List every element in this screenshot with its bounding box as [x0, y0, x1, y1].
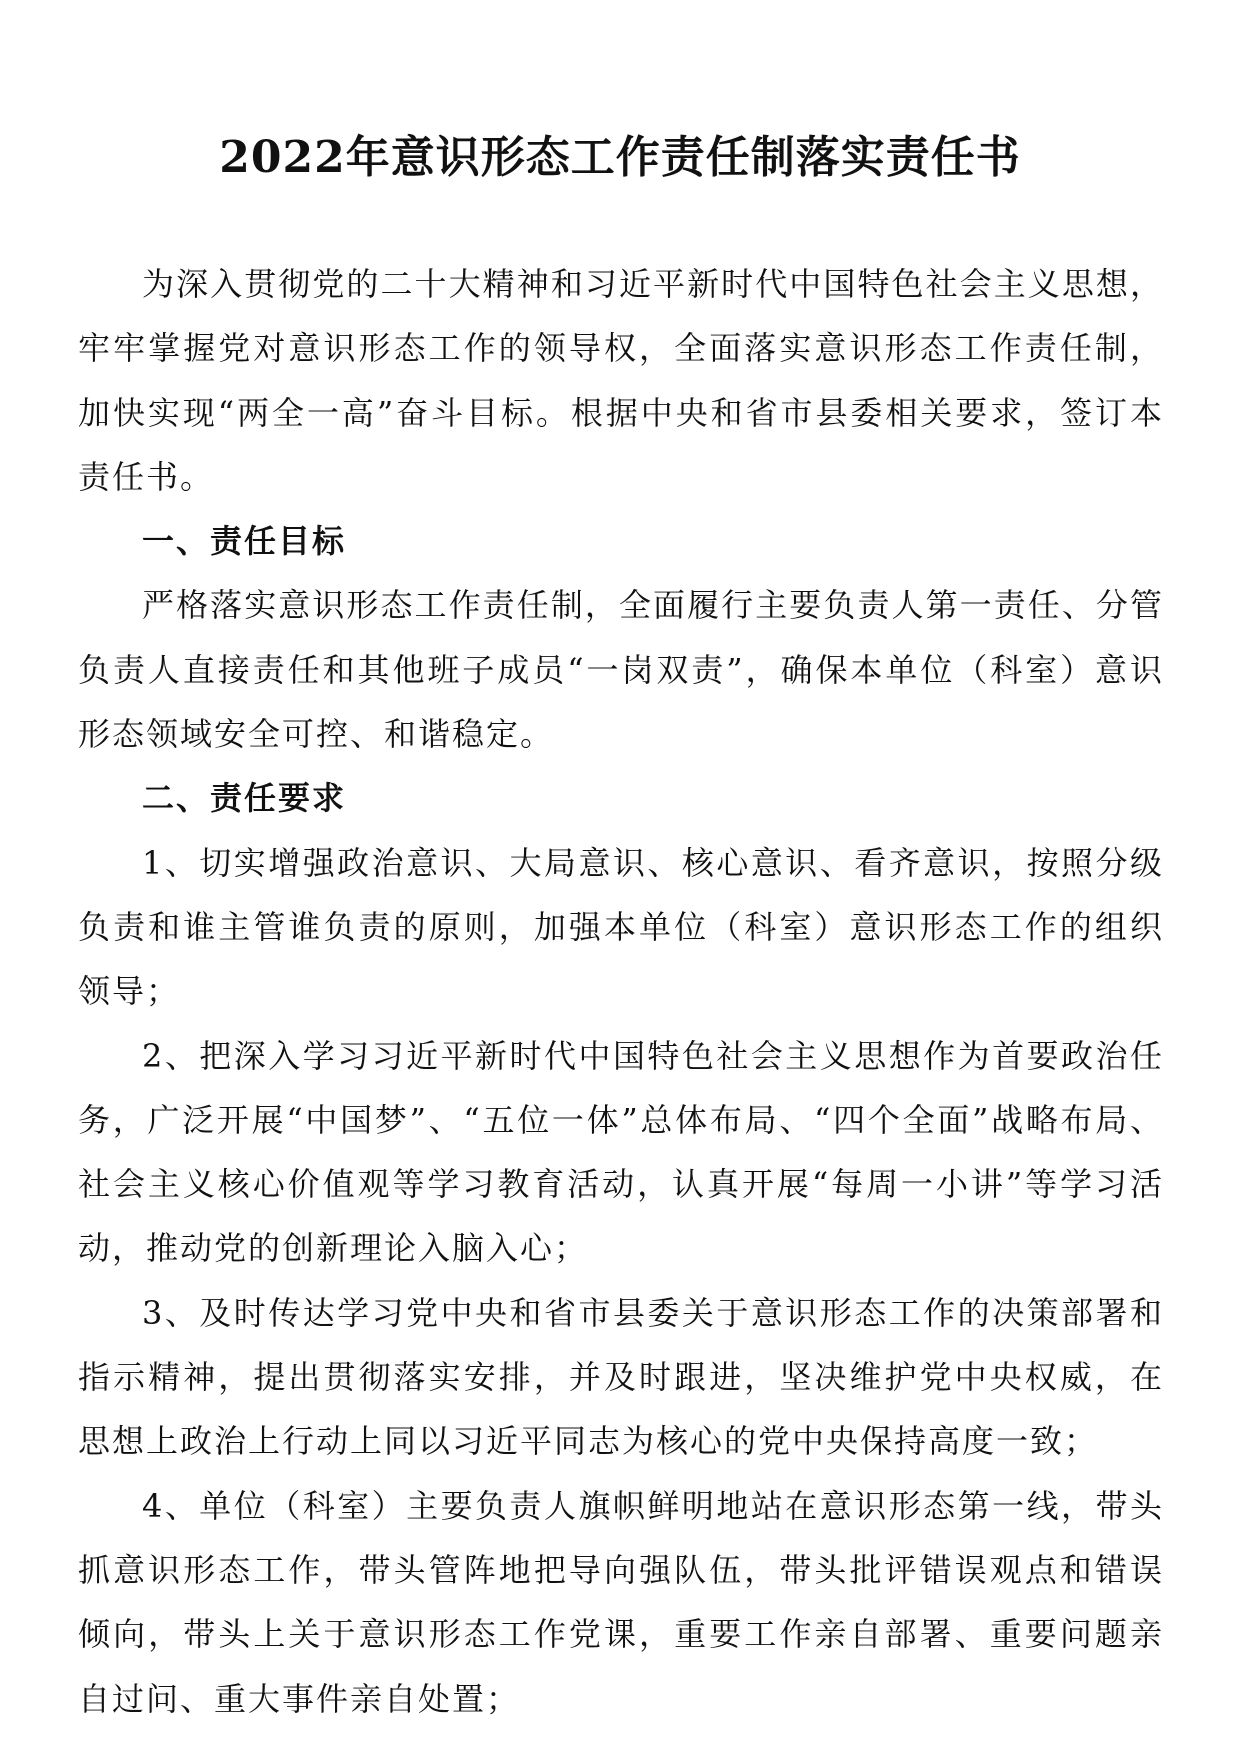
document-body [78, 252, 1164, 1731]
section-heading-goals: 一、责任目标 [142, 522, 347, 561]
requirement-item-1: 1、切实增强政治意识、大局意识、核心意识、看齐意识，按照分级负责和谁主管谁负责的原则，加强本单位（科室）意识形态工作的组织领导； [78, 843, 1164, 1011]
intro-paragraph: 为深入贯彻党的二十大精神和习近平新时代中国特色社会主义思想，牢牢掌握党对意识形态工作的领导权，全面落实意识形态工作责任制，加快实现“两全一高”奋斗目标。根据中央和省市县委相关要求，签订本责任书。 [78, 265, 1164, 496]
requirement-item-4: 4、单位（科室）主要负责人旗帜鲜明地站在意识形态第一线，带头抓意识形态工作，带头管阵地把导向强队伍，带头批评错误观点和错误倾向，带头上关于意识形态工作党课，重要工作亲自部署、重要问题亲自过问、重大事件亲自处置； [78, 1486, 1164, 1718]
section-heading-requirements: 二、责任要求 [142, 779, 347, 818]
requirement-item-2: 2、把深入学习习近平新时代中国特色社会主义思想作为首要政治任务，广泛开展“中国梦”、“五位一体”总体布局、“四个全面”战略布局、社会主义核心价值观等学习教育活动，认真开展“每周一小讲”等学习活动，推动党的创新理论入脑入心； [78, 1036, 1164, 1268]
goals-paragraph: 严格落实意识形态工作责任制，全面履行主要负责人第一责任、分管负责人直接责任和其他班子成员“一岗双责”，确保本单位（科室）意识形态领域安全可控、和谐稳定。 [78, 586, 1164, 754]
requirement-item-3: 3、及时传达学习党中央和省市县委关于意识形态工作的决策部署和指示精神，提出贯彻落实安排，并及时跟进，坚决维护党中央权威，在思想上政治上行动上同以习近平同志为核心的党中央保持高度一致； [78, 1293, 1164, 1461]
document-title: 2022年意识形态工作责任制落实责任书 [219, 132, 1021, 183]
